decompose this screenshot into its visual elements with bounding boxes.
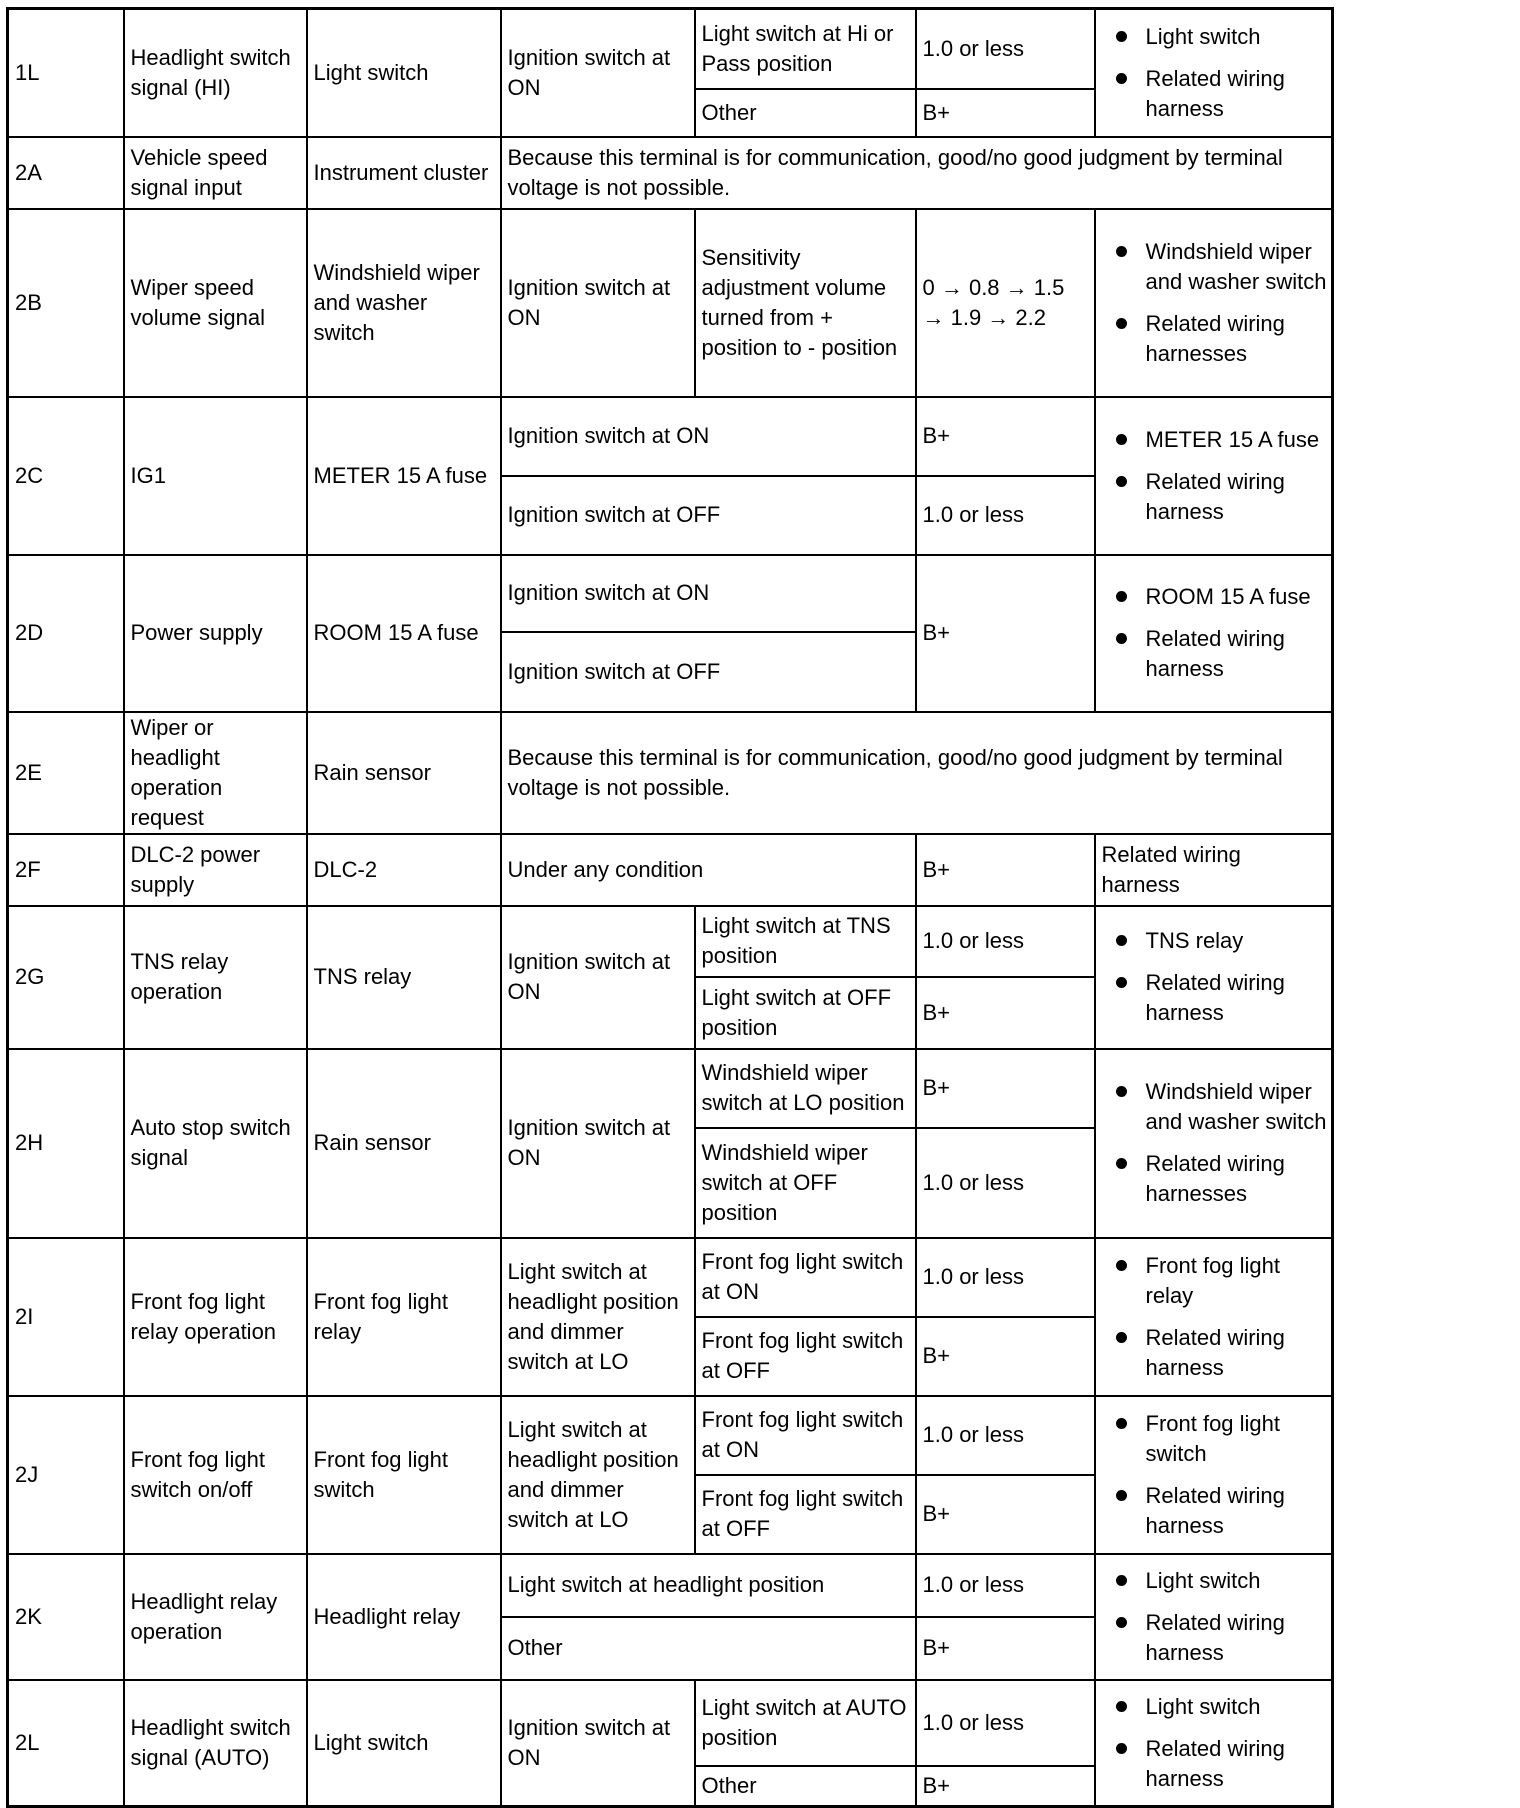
voltage-cell: B+ xyxy=(916,1766,1095,1807)
remedy-item: Related wiring harness xyxy=(1146,1608,1332,1668)
condition-cell: Ignition switch at ON xyxy=(501,397,916,476)
sub-condition-cell: Front fog light switch at ON xyxy=(695,1238,916,1317)
connected-to-cell: DLC-2 xyxy=(307,834,501,906)
table-row xyxy=(8,1049,1333,1128)
voltage-cell: 1.0 or less xyxy=(916,1128,1095,1238)
voltage-cell: 1.0 or less xyxy=(916,1680,1095,1766)
condition-cell: Light switch at headlight position and dimmer switch at LO xyxy=(501,1396,695,1554)
remedy-cell xyxy=(1095,209,1333,397)
terminal-cell: 2C xyxy=(8,397,124,555)
table-row xyxy=(8,712,1333,834)
description-cell: Vehicle speed signal input xyxy=(124,137,307,209)
table-row xyxy=(8,555,1333,632)
terminal-cell: 2J xyxy=(8,1396,124,1554)
voltage-cell: 1.0 or less xyxy=(916,906,1095,977)
remedy-item: METER 15 A fuse xyxy=(1146,425,1332,455)
connected-to-cell: Headlight relay xyxy=(307,1554,501,1680)
table-row xyxy=(8,1238,1333,1317)
voltage-cell: B+ xyxy=(916,1617,1095,1680)
connected-to-cell: Front fog light relay xyxy=(307,1238,501,1396)
table-row xyxy=(8,1554,1333,1617)
remedy-list xyxy=(1096,1071,1332,1215)
description-cell: DLC-2 power supply xyxy=(124,834,307,906)
description-cell: Front fog light relay operation xyxy=(124,1238,307,1396)
remedy-list xyxy=(1096,419,1332,533)
remedy-item: Front fog light relay xyxy=(1146,1251,1332,1311)
voltage-cell: B+ xyxy=(916,1049,1095,1128)
condition-cell: Under any condition xyxy=(501,834,916,906)
note-cell: Because this terminal is for communication, good/no good judgment by terminal voltage is not possible. xyxy=(501,137,1333,209)
sub-condition-cell: Light switch at TNS position xyxy=(695,906,916,977)
description-cell: Headlight relay operation xyxy=(124,1554,307,1680)
connected-to-cell: Windshield wiper and washer switch xyxy=(307,209,501,397)
description-cell: Headlight switch signal (HI) xyxy=(124,9,307,137)
connected-to-cell: ROOM 15 A fuse xyxy=(307,555,501,712)
voltage-cell: 1.0 or less xyxy=(916,1396,1095,1475)
terminal-cell: 2F xyxy=(8,834,124,906)
terminal-cell: 1L xyxy=(8,9,124,137)
sub-condition-cell: Light switch at AUTO position xyxy=(695,1680,916,1766)
connected-to-cell: TNS relay xyxy=(307,906,501,1049)
connected-to-cell: Instrument cluster xyxy=(307,137,501,209)
remedy-item: Related wiring harness xyxy=(1146,624,1332,684)
voltage-cell: B+ xyxy=(916,1317,1095,1396)
remedy-cell xyxy=(1095,1049,1333,1238)
terminal-cell: 2K xyxy=(8,1554,124,1680)
table-row xyxy=(8,137,1333,209)
remedy-item: Related wiring harnesses xyxy=(1146,1149,1332,1209)
description-cell: IG1 xyxy=(124,397,307,555)
description-cell: Front fog light switch on/off xyxy=(124,1396,307,1554)
terminal-cell: 2A xyxy=(8,137,124,209)
remedy-cell xyxy=(1095,1396,1333,1554)
terminal-cell: 2B xyxy=(8,209,124,397)
description-cell: Power supply xyxy=(124,555,307,712)
table-row xyxy=(8,397,1333,476)
description-cell: Wiper or headlight operation request xyxy=(124,712,307,834)
remedy-cell xyxy=(1095,397,1333,555)
remedy-item: Front fog light switch xyxy=(1146,1409,1332,1469)
remedy-cell: Related wiring harness xyxy=(1095,834,1333,906)
connected-to-cell: Rain sensor xyxy=(307,712,501,834)
condition-cell: Ignition switch at ON xyxy=(501,1680,695,1807)
remedy-item: Related wiring harnesses xyxy=(1146,309,1332,369)
table-row xyxy=(8,9,1333,89)
remedy-item: Windshield wiper and washer switch xyxy=(1146,237,1332,297)
note-cell: Because this terminal is for communication, good/no good judgment by terminal voltage is not possible. xyxy=(501,712,1333,834)
remedy-list xyxy=(1096,1686,1332,1800)
remedy-list xyxy=(1096,1245,1332,1389)
remedy-list xyxy=(1096,1560,1332,1674)
sub-condition-cell: Front fog light switch at OFF xyxy=(695,1317,916,1396)
terminal-voltage-table xyxy=(6,7,1334,1808)
remedy-item: Related wiring harness xyxy=(1146,467,1332,527)
condition-cell: Ignition switch at ON xyxy=(501,209,695,397)
condition-cell: Ignition switch at ON xyxy=(501,906,695,1049)
voltage-cell: B+ xyxy=(916,834,1095,906)
remedy-item: Related wiring harness xyxy=(1146,64,1332,124)
description-cell: Wiper speed volume signal xyxy=(124,209,307,397)
table-row xyxy=(8,1396,1333,1475)
remedy-item: Related wiring harness xyxy=(1146,1481,1332,1541)
sub-condition-cell: Windshield wiper switch at OFF position xyxy=(695,1128,916,1238)
condition-cell: Ignition switch at ON xyxy=(501,9,695,137)
condition-cell: Ignition switch at OFF xyxy=(501,476,916,555)
remedy-cell xyxy=(1095,906,1333,1049)
condition-cell: Light switch at headlight position xyxy=(501,1554,916,1617)
description-cell: TNS relay operation xyxy=(124,906,307,1049)
condition-cell: Other xyxy=(501,1617,916,1680)
remedy-list xyxy=(1096,1403,1332,1547)
condition-cell: Ignition switch at ON xyxy=(501,1049,695,1238)
connected-to-cell: Light switch xyxy=(307,1680,501,1807)
connected-to-cell: METER 15 A fuse xyxy=(307,397,501,555)
sub-condition-cell: Sensitivity adjustment volume turned from + position to - position xyxy=(695,209,916,397)
description-cell: Auto stop switch signal xyxy=(124,1049,307,1238)
voltage-cell: B+ xyxy=(916,555,1095,712)
remedy-cell xyxy=(1095,1680,1333,1807)
sub-condition-cell: Windshield wiper switch at LO position xyxy=(695,1049,916,1128)
sub-condition-cell: Front fog light switch at OFF xyxy=(695,1475,916,1554)
connected-to-cell: Rain sensor xyxy=(307,1049,501,1238)
table-row xyxy=(8,1680,1333,1766)
terminal-cell: 2I xyxy=(8,1238,124,1396)
connected-to-cell: Light switch xyxy=(307,9,501,137)
voltage-cell: 1.0 or less xyxy=(916,476,1095,555)
terminal-cell: 2H xyxy=(8,1049,124,1238)
remedy-list xyxy=(1096,16,1332,130)
sub-condition-cell: Front fog light switch at ON xyxy=(695,1396,916,1475)
table-row xyxy=(8,834,1333,906)
remedy-cell xyxy=(1095,1238,1333,1396)
remedy-list xyxy=(1096,920,1332,1034)
description-cell: Headlight switch signal (AUTO) xyxy=(124,1680,307,1807)
remedy-list xyxy=(1096,231,1332,375)
remedy-item: Light switch xyxy=(1146,1692,1332,1722)
voltage-cell: 1.0 or less xyxy=(916,9,1095,89)
condition-cell: Ignition switch at OFF xyxy=(501,632,916,712)
terminal-cell: 2D xyxy=(8,555,124,712)
remedy-item: Related wiring harness xyxy=(1146,968,1332,1028)
remedy-item: TNS relay xyxy=(1146,926,1332,956)
condition-cell: Ignition switch at ON xyxy=(501,555,916,632)
voltage-cell: 0 → 0.8 → 1.5 → 1.9 → 2.2 xyxy=(916,209,1095,397)
sub-condition-cell: Light switch at OFF position xyxy=(695,977,916,1049)
voltage-cell: 1.0 or less xyxy=(916,1554,1095,1617)
sub-condition-cell: Other xyxy=(695,89,916,137)
remedy-item: Light switch xyxy=(1146,1566,1332,1596)
remedy-item: Windshield wiper and washer switch xyxy=(1146,1077,1332,1137)
terminal-cell: 2L xyxy=(8,1680,124,1807)
voltage-cell: 1.0 or less xyxy=(916,1238,1095,1317)
voltage-cell: B+ xyxy=(916,89,1095,137)
sub-condition-cell: Light switch at Hi or Pass position xyxy=(695,9,916,89)
remedy-list xyxy=(1096,576,1332,690)
condition-cell: Light switch at headlight position and dimmer switch at LO xyxy=(501,1238,695,1396)
remedy-item: Related wiring harness xyxy=(1146,1734,1332,1794)
remedy-cell xyxy=(1095,1554,1333,1680)
remedy-cell xyxy=(1095,9,1333,137)
table-row xyxy=(8,209,1333,397)
remedy-item: Related wiring harness xyxy=(1146,1323,1332,1383)
table-row xyxy=(8,906,1333,977)
voltage-cell: B+ xyxy=(916,977,1095,1049)
remedy-item: Light switch xyxy=(1146,22,1332,52)
connected-to-cell: Front fog light switch xyxy=(307,1396,501,1554)
voltage-cell: B+ xyxy=(916,1475,1095,1554)
voltage-cell: B+ xyxy=(916,397,1095,476)
remedy-item: ROOM 15 A fuse xyxy=(1146,582,1332,612)
sub-condition-cell: Other xyxy=(695,1766,916,1807)
terminal-cell: 2E xyxy=(8,712,124,834)
terminal-cell: 2G xyxy=(8,906,124,1049)
remedy-cell xyxy=(1095,555,1333,712)
